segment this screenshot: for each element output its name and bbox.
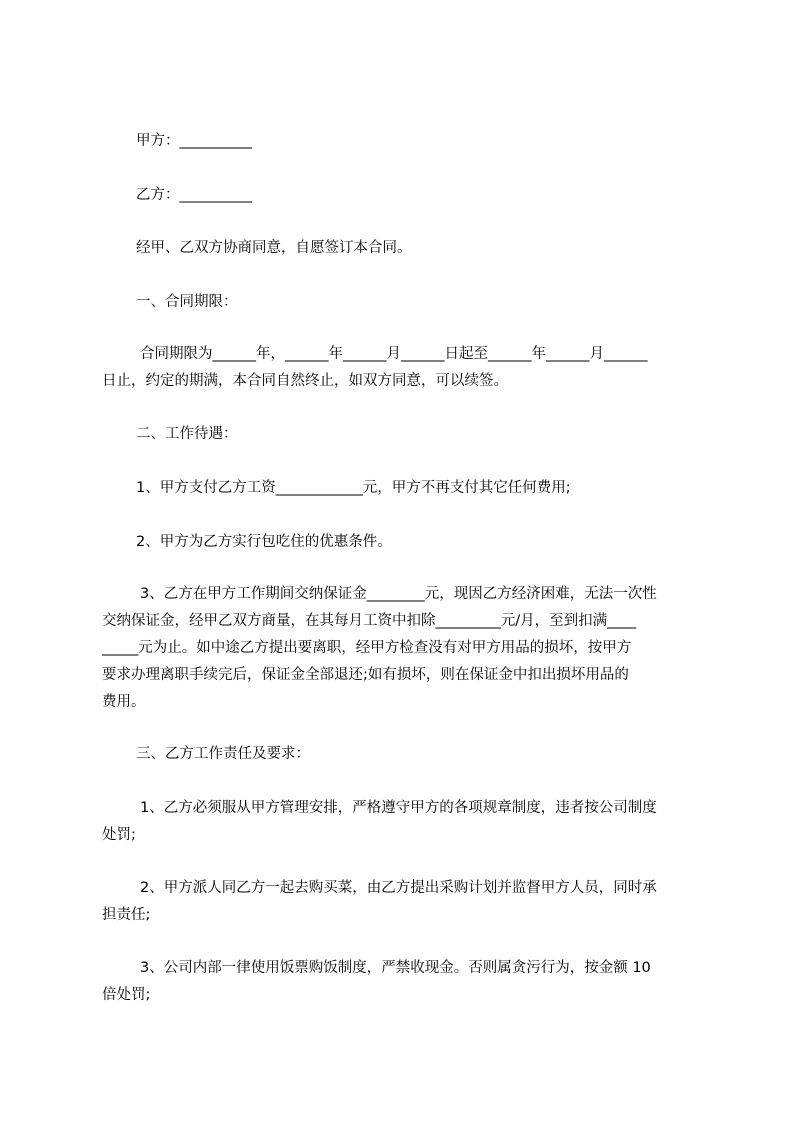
- section2-item2: 2、甲方为乙方实行包吃住的优惠条件。: [136, 534, 392, 550]
- section3-item1-line2: 处罚;: [102, 827, 136, 843]
- section3-item1-line1: 1、乙方必须服从甲方管理安排，严格遵守甲方的各项规章制度，违者按公司制度: [140, 800, 657, 816]
- section2-item3-line5: 费用。: [102, 694, 146, 710]
- section2-item3-line1: 3、乙方在甲方工作期间交纳保证金________元，现因乙方经济困难，无法一次性: [140, 586, 657, 602]
- section1-para-line1: 合同期限为______年，______年______月______日起至______年______月______: [140, 346, 648, 362]
- section3-heading: 三、乙方工作责任及要求：: [136, 746, 310, 762]
- section3-item2-line2: 担责任;: [102, 907, 151, 923]
- party-b-line: 乙方：__________: [136, 187, 252, 203]
- section2-heading: 二、工作待遇：: [136, 426, 238, 442]
- section3-item2-line1: 2、甲方派人同乙方一起去购买菜，由乙方提出采购计划并监督甲方人员，同时承: [140, 880, 657, 896]
- party-a-line: 甲方：__________: [136, 133, 252, 149]
- section1-para-line2: 日止，约定的期满，本合同自然终止，如双方同意，可以续签。: [102, 373, 508, 389]
- section2-item3-line2: 交纳保证金，经甲乙双方商量，在其每月工资中扣除_________元/月，至到扣满____: [102, 613, 637, 629]
- section1-heading: 一、合同期限：: [136, 294, 238, 310]
- section3-item3-line1: 3、公司内部一律使用饭票购饭制度，严禁收现金。否则属贪污行为，按金额 10: [140, 960, 651, 976]
- section3-item3-line2: 倍处罚;: [102, 987, 151, 1003]
- intro-text: 经甲、乙双方协商同意，自愿签订本合同。: [136, 240, 412, 256]
- section2-item1: 1、甲方支付乙方工资____________元，甲方不再支付其它任何费用;: [136, 480, 571, 496]
- section2-item3-line4: 要求办理离职手续完后，保证金全部退还;如有损坏，则在保证金中扣出损坏用品的: [102, 667, 629, 683]
- section2-item3-line3: _____元为止。如中途乙方提出要离职，经甲方检查没有对甲方用品的损坏，按甲方: [102, 640, 632, 656]
